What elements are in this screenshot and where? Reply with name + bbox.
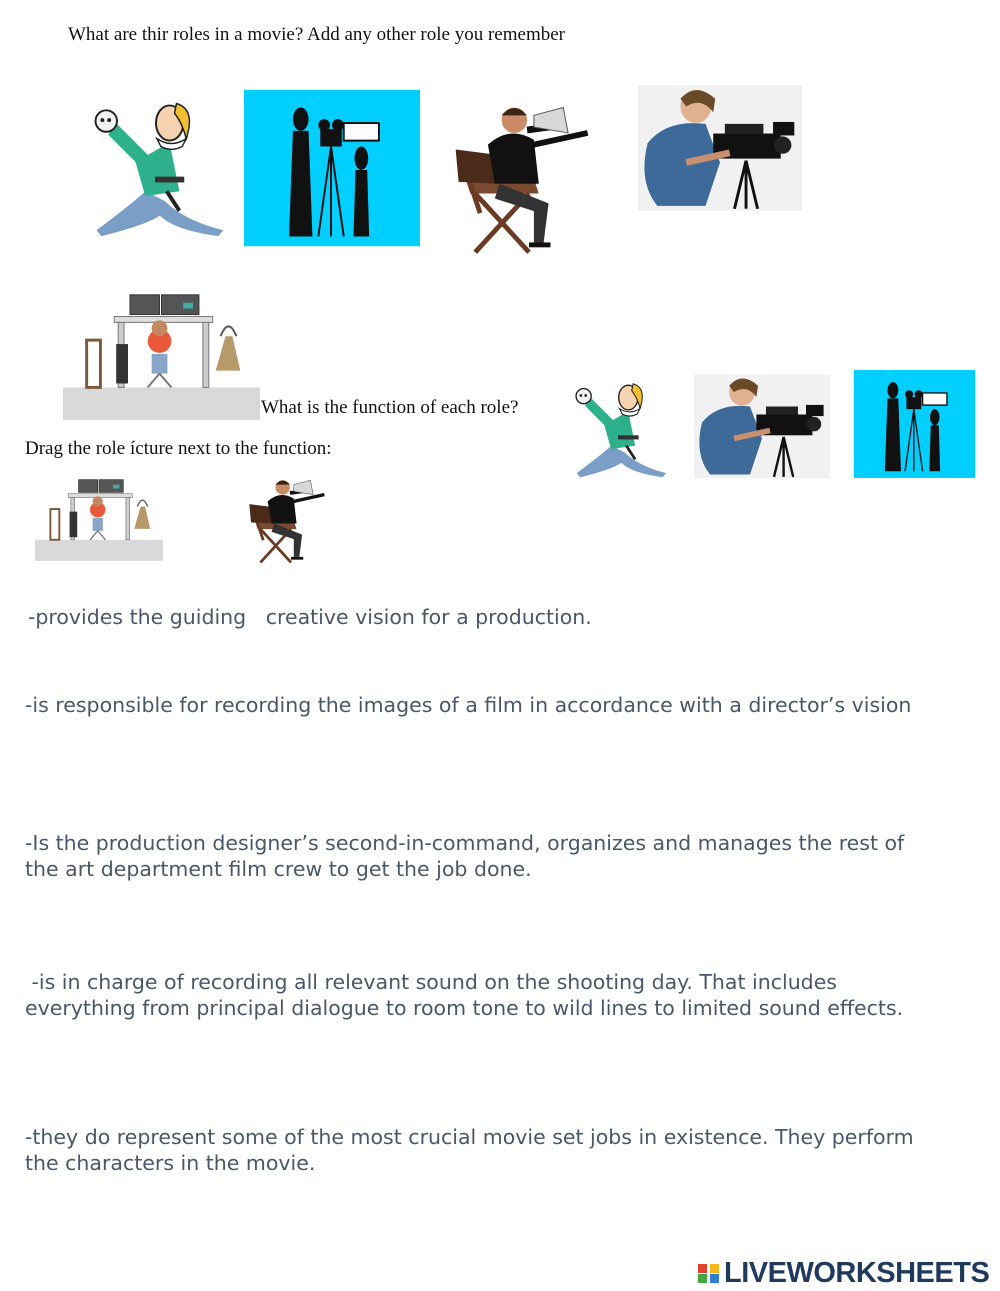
draggable-director[interactable] (233, 468, 349, 568)
editor-icon (35, 467, 163, 562)
director-icon (233, 468, 349, 568)
editor-icon (63, 276, 260, 421)
actor-icon (556, 370, 680, 480)
cameraman-icon (694, 373, 830, 480)
function-text-3: -Is the production designer’s second-in-command, organizes and manages the rest of the art department film crew to get the job done. (25, 831, 905, 881)
question-function: What is the function of each role? (261, 397, 519, 418)
director-icon (440, 86, 618, 262)
cameraman-icon (638, 84, 802, 212)
editor-image (63, 276, 260, 421)
draggable-crew[interactable] (853, 370, 976, 478)
question-roles: What are thir roles in a movie? Add any other role you remember (68, 24, 565, 45)
actor-icon (76, 84, 234, 240)
logo-mark-icon (698, 1264, 721, 1283)
director-image (440, 86, 618, 262)
function-text-4: -is in charge of recording all relevant sound on the shooting day. That includes everything from principal dialogue to room tone to wild lines to limited sound effects. (25, 970, 904, 1020)
crew-silhouette-icon (853, 370, 976, 478)
brand-name: LIVEWORKSHEETS (724, 1257, 990, 1289)
draggable-actor[interactable] (556, 370, 680, 480)
instruction-drag: Drag the role ícture next to the function: (25, 438, 332, 459)
crew-silhouette-icon (244, 88, 420, 248)
function-text-5: -they do represent some of the most crucial movie set jobs in existence. They perform the characters in the movie. (25, 1125, 914, 1175)
cameraman-image (638, 84, 802, 212)
draggable-cameraman[interactable] (694, 373, 830, 480)
actor-image (76, 84, 234, 240)
function-text-1: -provides the guiding creative vision for a production. (28, 605, 592, 629)
crew-silhouette-image (244, 88, 420, 248)
function-text-2: -is responsible for recording the images of a film in accordance with a director’s vision (25, 693, 912, 717)
draggable-editor[interactable] (35, 467, 163, 562)
liveworksheets-logo (698, 1257, 989, 1290)
